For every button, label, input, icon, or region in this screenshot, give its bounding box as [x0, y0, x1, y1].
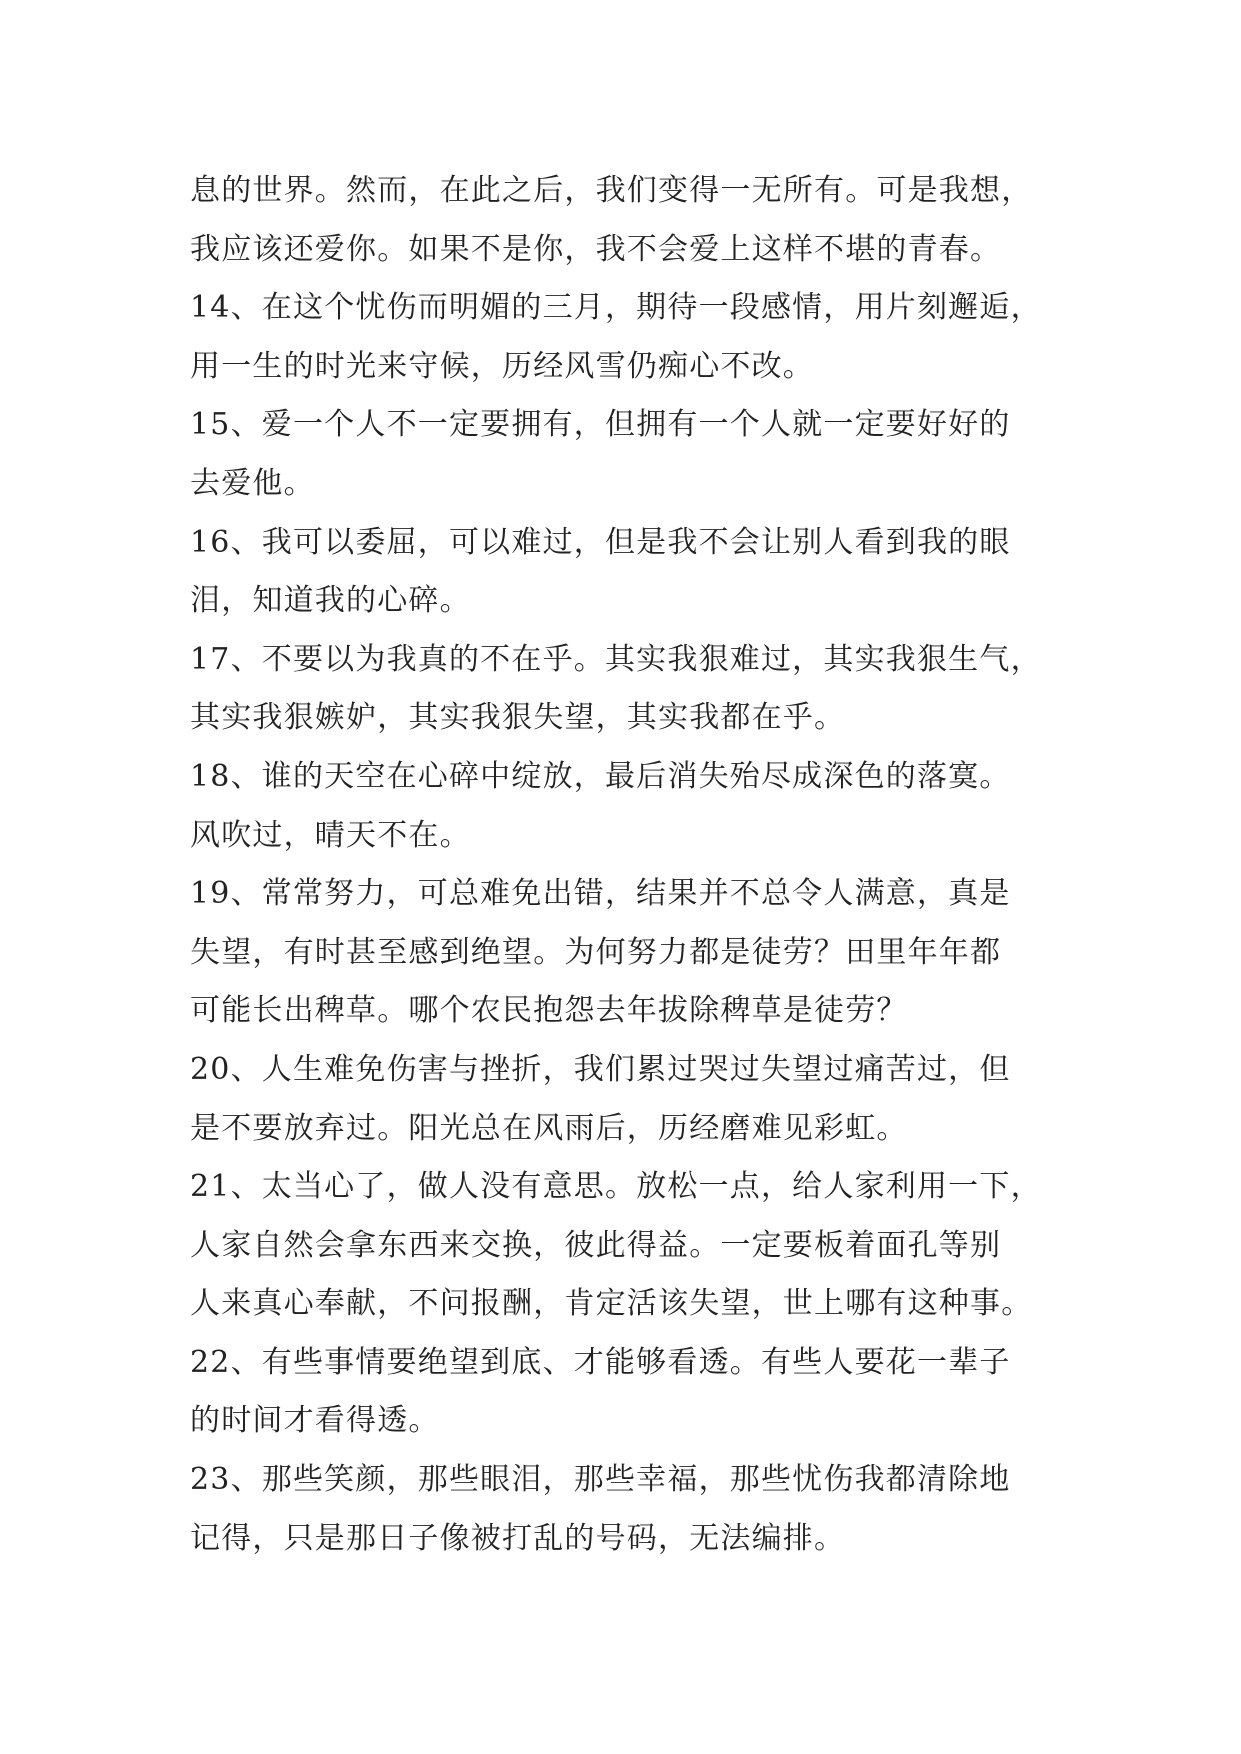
text-line: 15、爱一个人不一定要拥有，但拥有一个人就一定要好好的 [190, 407, 1011, 443]
text-line: 22、有些事情要绝望到底、才能够看透。有些人要花一辈子 [190, 1344, 1011, 1380]
text-line: 是不要放弃过。阳光总在风雨后，历经磨难见彩虹。 [190, 1110, 908, 1146]
text-line: 21、太当心了，做人没有意思。放松一点，给人家利用一下， [190, 1169, 1042, 1205]
text-line: 20、人生难免伤害与挫折，我们累过哭过失望过痛苦过，但 [190, 1051, 1011, 1087]
text-line: 16、我可以委屈，可以难过，但是我不会让别人看到我的眼 [190, 524, 1011, 560]
text-line: 去爱他。 [190, 465, 315, 501]
text-line: 可能长出稗草。哪个农民抱怨去年拔除稗草是徒劳？ [190, 993, 908, 1029]
text-line: 的时间才看得透。 [190, 1403, 440, 1439]
text-line: 息的世界。然而，在此之后，我们变得一无所有。可是我想， [190, 173, 1033, 208]
text-line: 泪，知道我的心碎。 [190, 583, 471, 619]
text-line: 14、在这个忧伤而明媚的三月，期待一段感情，用片刻邂逅， [190, 290, 1042, 326]
body-text [190, 162, 1080, 1568]
text-line: 人来真心奉献，不问报酬，肯定活该失望，世上哪有这种事。 [190, 1286, 1033, 1322]
text-line: 19、常常努力，可总难免出错，结果并不总令人满意，真是 [190, 876, 1011, 912]
text-line: 我应该还爱你。如果不是你，我不会爱上这样不堪的青春。 [190, 231, 1002, 267]
text-line: 人家自然会拿东西来交换，彼此得益。一定要板着面孔等别 [190, 1227, 1002, 1263]
text-line: 18、谁的天空在心碎中绽放，最后消失殆尽成深色的落寞。 [190, 758, 1011, 794]
text-line: 用一生的时光来守候，历经风雪仍痴心不改。 [190, 348, 814, 384]
text-line: 17、不要以为我真的不在乎。其实我狠难过，其实我狠生气， [190, 641, 1042, 677]
text-line: 记得，只是那日子像被打乱的号码，无法编排。 [190, 1520, 846, 1556]
text-line: 其实我狠嫉妒，其实我狠失望，其实我都在乎。 [190, 700, 846, 736]
text-line: 23、那些笑颜，那些眼泪，那些幸福，那些忧伤我都清除地 [190, 1462, 1011, 1498]
text-line: 风吹过，晴天不在。 [190, 817, 471, 853]
text-line: 失望，有时甚至感到绝望。为何努力都是徒劳？田里年年都 [190, 934, 1002, 970]
